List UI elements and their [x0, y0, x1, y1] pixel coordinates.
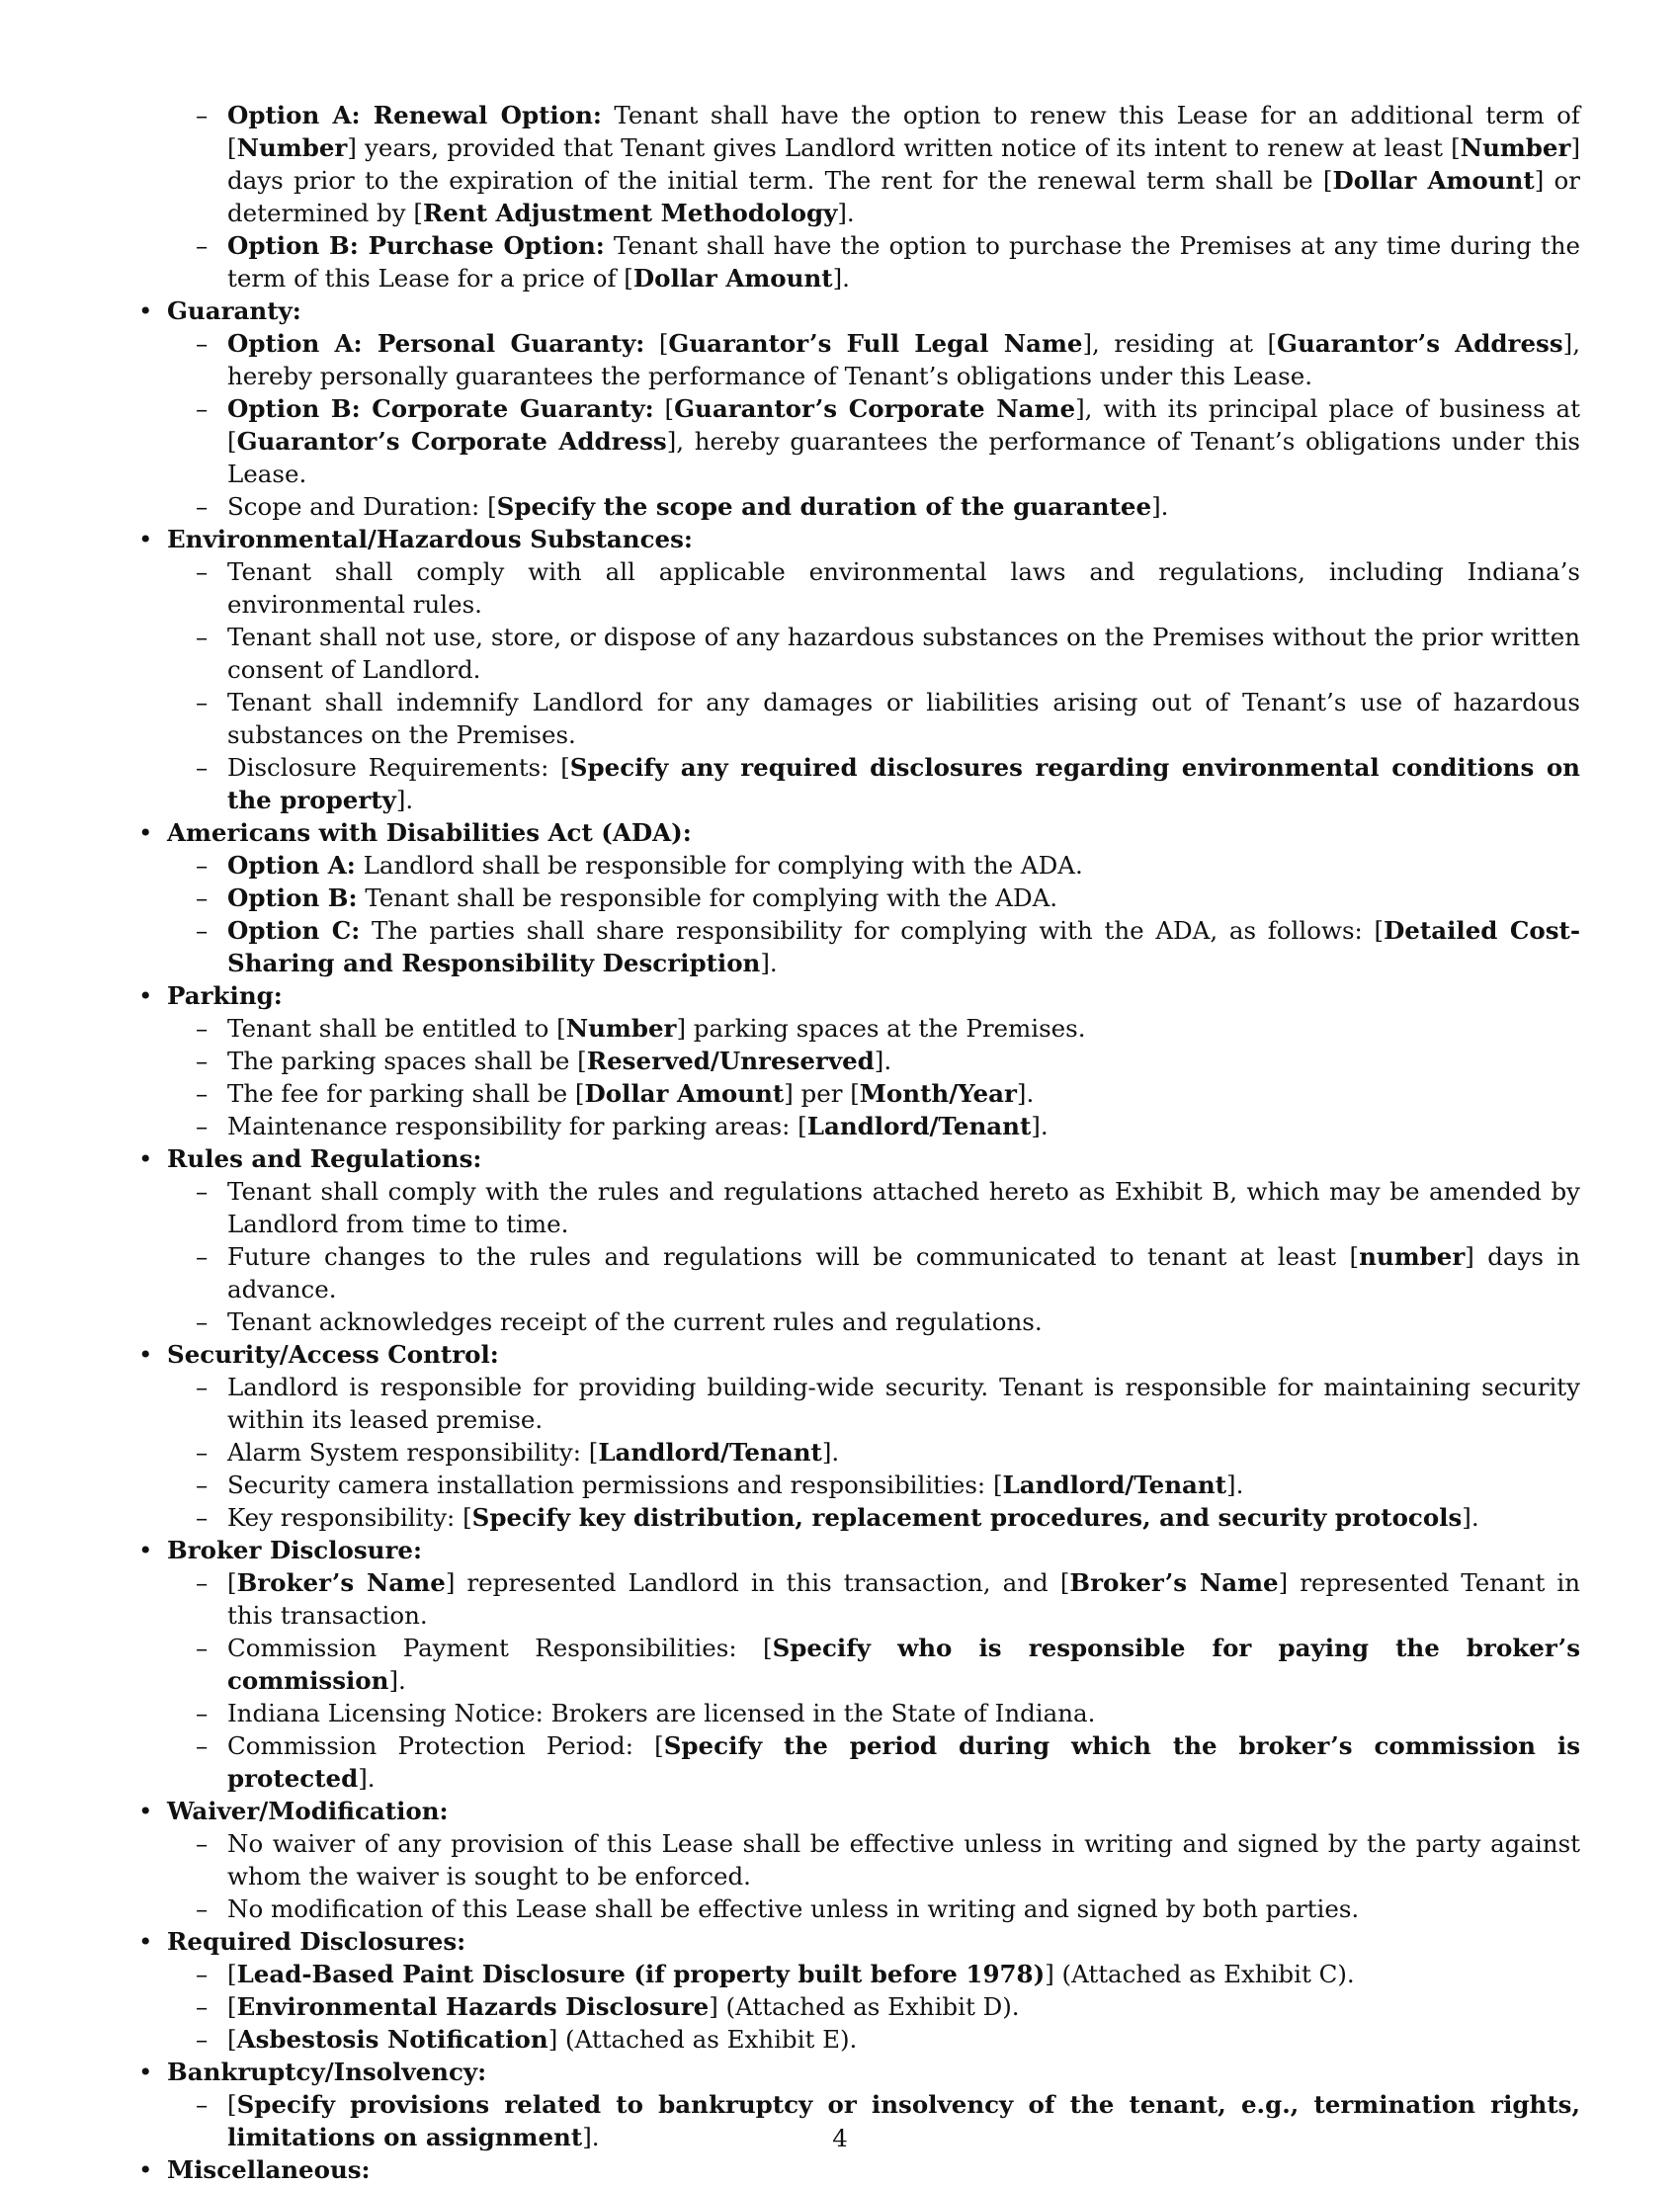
text: ]. [1462, 1503, 1479, 1532]
list-item [0, 1990, 1580, 2023]
bold-text: Option B: [227, 883, 358, 912]
text: ], hereby guarantees the performance of Tenant’s obligations under this Lease. [227, 427, 1581, 488]
bold-text: Broker’s Name [236, 1568, 446, 1597]
text: [ [227, 2025, 237, 2054]
text: Alarm System responsibility: [ [227, 1438, 599, 1467]
section-heading: • Security/Access Control: [0, 1338, 1580, 1371]
section-heading: • Guaranty: [0, 294, 1580, 327]
lease-document [0, 99, 1680, 2186]
list-item [0, 392, 1580, 490]
text: Key responsibility: [ [227, 1503, 472, 1532]
text: ] per [ [784, 1079, 860, 1108]
text: The fee for parking shall be [ [227, 1079, 585, 1108]
bold-text: Landlord/Tenant [598, 1438, 822, 1467]
list-item [0, 490, 1580, 523]
bold-text: Option C: [227, 916, 361, 945]
list-item [0, 882, 1580, 914]
list-item [0, 2023, 1580, 2056]
list-item [0, 1175, 1580, 1240]
text: ] represented Tenant in this transaction. [227, 1568, 1581, 1630]
text: ]. [582, 2123, 600, 2151]
bold-text: Asbestosis Notification [236, 2025, 548, 2054]
bold-text: Landlord/Tenant [806, 1112, 1032, 1140]
text: Landlord is responsible for providing building-wide security. Tenant is responsible for maintaining security within its leased premise. [227, 1373, 1580, 1434]
list-item [0, 99, 1580, 229]
text: ] represented Landlord in this transaction, and [ [445, 1568, 1070, 1597]
bold-text: Landlord/Tenant [1002, 1471, 1227, 1499]
text: Scope and Duration: [ [227, 492, 497, 521]
bold-text: Number [236, 133, 348, 162]
text: ] days in advance. [227, 1242, 1580, 1303]
list-item [0, 914, 1580, 979]
text: ] parking spaces at the Premises. [676, 1014, 1086, 1043]
text: ]. [821, 1438, 840, 1467]
list-item [0, 1012, 1580, 1045]
section-heading: • Bankruptcy/Insolvency: [0, 2056, 1580, 2088]
list-item [0, 1077, 1580, 1110]
text: ]. [1151, 492, 1169, 521]
text: ]. [1016, 1079, 1035, 1108]
bold-text: Reserved/Unreserved [586, 1047, 875, 1075]
list-item [0, 1305, 1580, 1338]
list-item [0, 555, 1580, 621]
text: Disclosure Requirements: [ [227, 753, 570, 782]
list-item [0, 1729, 1580, 1795]
list-item [0, 751, 1580, 816]
text: ]. [388, 1666, 406, 1695]
text: The parking spaces shall be [ [227, 1047, 587, 1075]
list-item [0, 1436, 1580, 1469]
text: Tenant shall be entitled to [ [227, 1014, 566, 1043]
list-item [0, 1697, 1580, 1729]
text: No modification of this Lease shall be effective unless in writing and signed by both parties. [227, 1894, 1360, 1923]
text: ], residing at [ [1082, 329, 1278, 358]
text: ] days prior to the expiration of the initial term. The rent for the renewal term shall be [ [227, 133, 1580, 195]
text: Commission Payment Responsibilities: [ [227, 1634, 773, 1662]
bold-text: Dollar Amount [632, 264, 833, 293]
bold-text: Dollar Amount [1332, 166, 1535, 195]
list-item [0, 1469, 1580, 1501]
list-item [0, 1566, 1580, 1632]
section-heading: • Required Disclosures: [0, 1925, 1580, 1958]
section-heading: • Waiver/Modification: [0, 1795, 1580, 1827]
bold-text: Option A: Renewal Option: [227, 101, 602, 129]
text: Tenant shall comply with all applicable environmental laws and regulations, including Indiana’s environmental rules. [227, 557, 1580, 619]
bold-text: Specify the period during which the broker’s commission is protected [227, 1731, 1580, 1793]
text: The parties shall share responsibility for complying with the ADA, as follows: [ [360, 916, 1385, 945]
section-heading: • Rules and Regulations: [0, 1142, 1580, 1175]
text: ] (Attached as Exhibit E). [547, 2025, 858, 2054]
text: ]. [395, 786, 414, 814]
section-heading: • Americans with Disabilities Act (ADA): [0, 816, 1580, 849]
text: ]. [832, 264, 850, 293]
bold-text: Specify the scope and duration of the guarantee [496, 492, 1152, 521]
bold-text: Specify any required disclosures regarding environmental conditions on the property [227, 753, 1580, 814]
text: Tenant shall have the option to renew this Lease for an additional term of [ [227, 101, 1580, 162]
bold-text: Guarantor’s Corporate Name [674, 394, 1076, 423]
bold-text: Option B: Purchase Option: [227, 231, 605, 260]
text: [ [227, 1960, 237, 1988]
text: [ [227, 2090, 237, 2119]
bold-text: Dollar Amount [584, 1079, 785, 1108]
bold-text: Option A: [227, 851, 356, 880]
text: ], hereby personally guarantees the performance of Tenant’s obligations under this Lease. [227, 329, 1580, 390]
bold-text: Specify key distribution, replacement procedures, and security protocols [471, 1503, 1463, 1532]
list-item [0, 1045, 1580, 1077]
list-item [0, 229, 1580, 294]
list-item [0, 1892, 1580, 1925]
bold-text: Specify who is responsible for paying the broker’s commission [227, 1634, 1580, 1695]
bold-text: Guarantor’s Address [1277, 329, 1563, 358]
section-heading: • Miscellaneous: [0, 2153, 1580, 2186]
bold-text: Option B: Corporate Guaranty: [227, 394, 654, 423]
text: Tenant shall indemnify Landlord for any damages or liabilities arising out of Tenant’s use of hazardous substances on the Premises. [227, 688, 1580, 749]
text: Commission Protection Period: [ [227, 1731, 664, 1760]
bold-text: Option A: Personal Guaranty: [227, 329, 645, 358]
text: No waiver of any provision of this Lease shall be effective unless in writing and signed by the party against whom the waiver is sought to be enforced. [227, 1829, 1580, 1891]
list-item [0, 849, 1580, 882]
text: Tenant acknowledges receipt of the current rules and regulations. [227, 1307, 1043, 1336]
text: Tenant shall not use, store, or dispose of any hazardous substances on the Premises without the prior written consent of Landlord. [227, 623, 1580, 684]
text: [ [644, 329, 669, 358]
text: ]. [874, 1047, 892, 1075]
bold-text: number [1359, 1242, 1466, 1271]
text: ]. [760, 949, 778, 977]
text: Indiana Licensing Notice: Brokers are licensed in the State of Indiana. [227, 1699, 1096, 1727]
bold-text: Broker’s Name [1069, 1568, 1279, 1597]
text: Tenant shall have the option to purchase the Premises at any time during the term of this Lease for a price of [ [227, 231, 1581, 293]
bold-text: Guarantor’s Full Legal Name [668, 329, 1083, 358]
text: [ [227, 1992, 237, 2021]
text: Landlord shall be responsible for complying with the ADA. [355, 851, 1083, 880]
text: ]. [1226, 1471, 1244, 1499]
text: [ [227, 1568, 237, 1597]
text: [ [653, 394, 675, 423]
text: Maintenance responsibility for parking areas: [ [227, 1112, 807, 1140]
text: ] years, provided that Tenant gives Landlord written notice of its intent to renew at least [ [347, 133, 1461, 162]
bold-text: Detailed Cost-Sharing and Responsibility Description [227, 916, 1580, 977]
text: Future changes to the rules and regulations will be communicated to tenant at least [ [227, 1242, 1360, 1271]
text: ]. [358, 1764, 376, 1793]
list-item [0, 1240, 1580, 1305]
list-item [0, 621, 1580, 686]
section-heading: • Broker Disclosure: [0, 1534, 1580, 1566]
list-item [0, 1371, 1580, 1436]
bold-text: Number [565, 1014, 677, 1043]
bold-text: Guarantor’s Corporate Address [236, 427, 667, 456]
text: Tenant shall comply with the rules and regulations attached hereto as Exhibit B, which may be amended by Landlord from time to time. [227, 1177, 1580, 1238]
text: ] (Attached as Exhibit C). [1045, 1960, 1355, 1988]
section-heading: • Environmental/Hazardous Substances: [0, 523, 1580, 555]
bold-text: Environmental Hazards Disclosure [236, 1992, 710, 2021]
list-item [0, 327, 1580, 392]
list-item [0, 1110, 1580, 1142]
bold-text: Month/Year [859, 1079, 1017, 1108]
list-item [0, 1958, 1580, 1990]
list-item [0, 1632, 1580, 1697]
bold-text: Lead-Based Paint Disclosure (if property built before 1978) [236, 1960, 1046, 1988]
list-item [0, 1501, 1580, 1534]
list-item [0, 686, 1580, 751]
text: Security camera installation permissions and responsibilities: [ [227, 1471, 1003, 1499]
text: ], with its principal place of business at [ [227, 394, 1580, 456]
text: ]. [837, 199, 855, 227]
text: ]. [1031, 1112, 1049, 1140]
bold-text: Number [1460, 133, 1571, 162]
text: ] (Attached as Exhibit D). [709, 1992, 1020, 2021]
bold-text: Rent Adjustment Methodology [422, 199, 838, 227]
section-heading: • Parking: [0, 979, 1580, 1012]
list-item [0, 1827, 1580, 1892]
text: Tenant shall be responsible for complying with the ADA. [357, 883, 1058, 912]
text: ] or determined by [ [227, 166, 1581, 227]
bold-text: Specify provisions related to bankruptcy or insolvency of the tenant, e.g., termination rights, limitations on assignment [227, 2090, 1580, 2151]
page-number: 4 [832, 2124, 848, 2152]
